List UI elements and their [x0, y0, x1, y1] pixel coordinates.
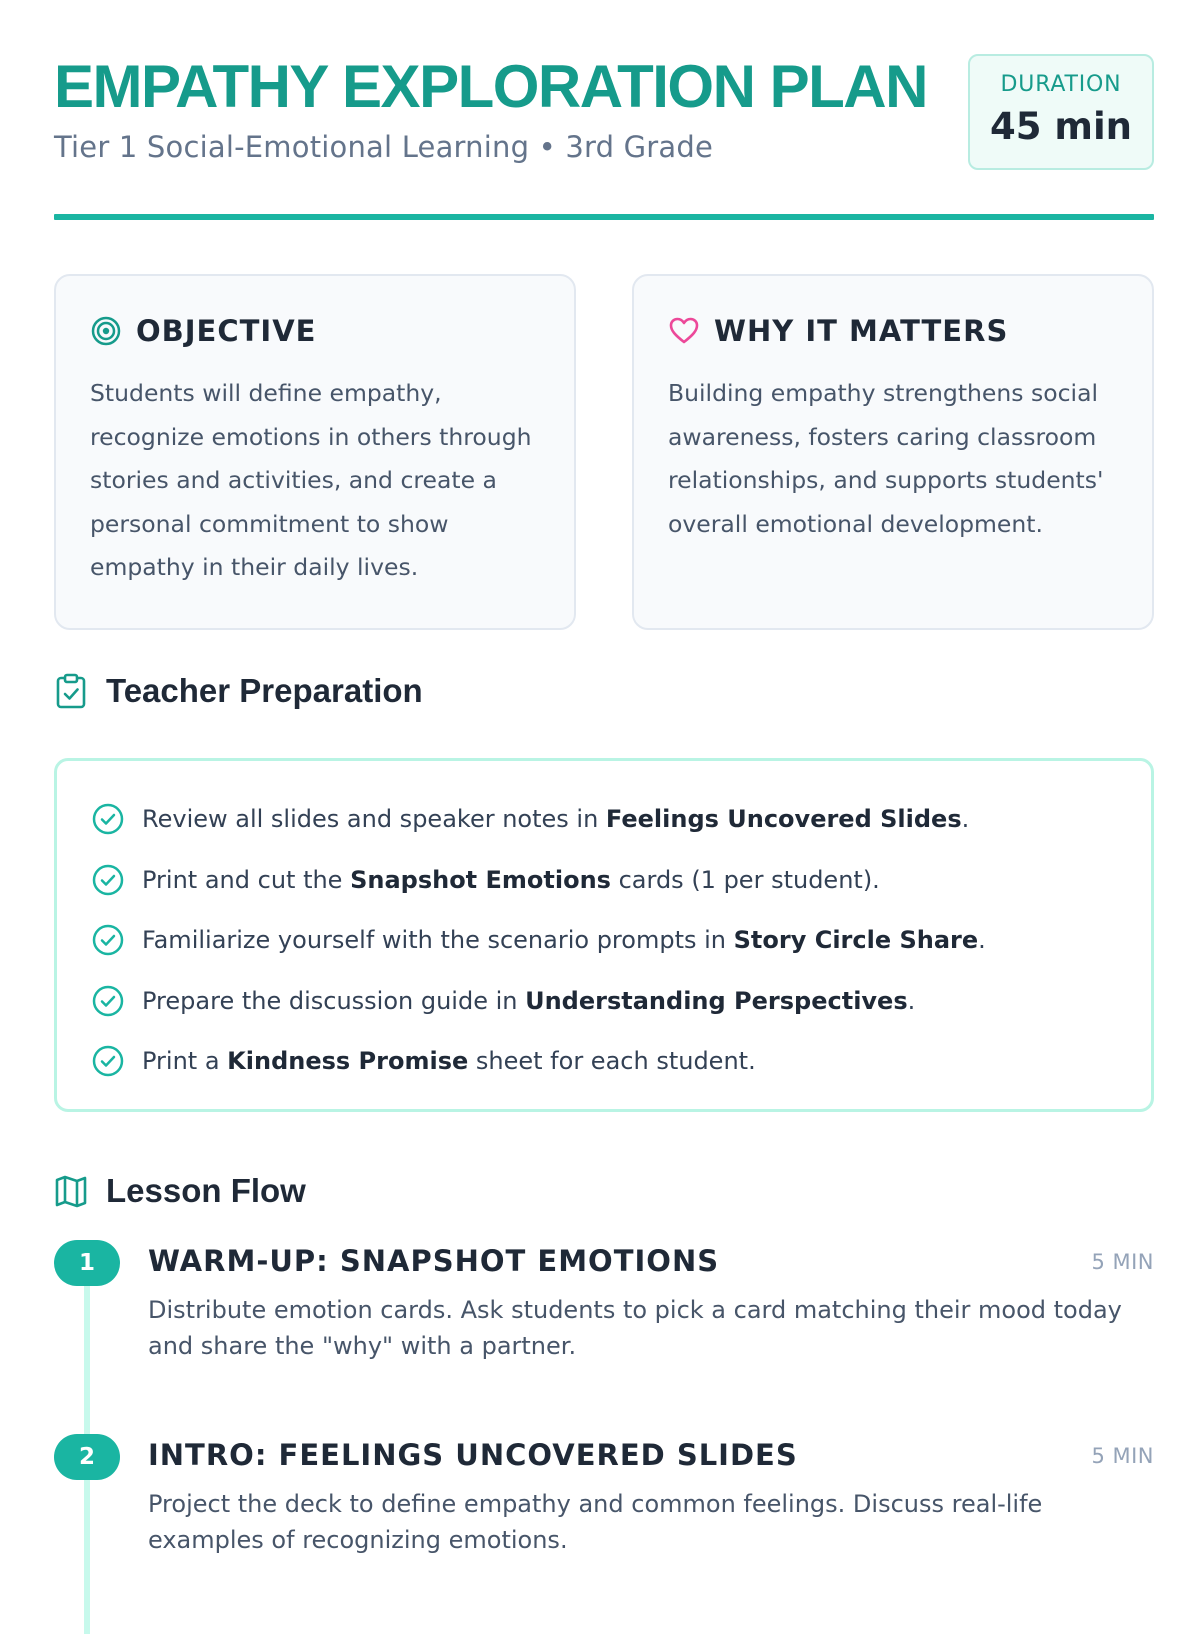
lesson-flow-title: Lesson Flow [106, 1172, 306, 1209]
prep-item-text: Review all slides and speaker notes in Feelings Uncovered Slides. [142, 805, 970, 834]
duration-value: 45 min [990, 105, 1132, 148]
page-subtitle: Tier 1 Social-Emotional Learning • 3rd Grade [54, 130, 714, 164]
prep-item [91, 971, 986, 1032]
prep-item-text: Familiarize yourself with the scenario prompts in Story Circle Share. [142, 926, 986, 955]
header-divider [54, 214, 1154, 220]
teacher-preparation-heading [54, 672, 423, 710]
why-title: WHY IT MATTERS [714, 314, 1009, 348]
step-duration: 5 MIN [1091, 1250, 1154, 1274]
clipboard-check-icon [54, 673, 88, 709]
prep-item-text: Print a Kindness Promise sheet for each student. [142, 1047, 756, 1076]
step-description: Distribute emotion cards. Ask students to pick a card matching their mood today and share the "why" with a partner. [148, 1296, 1122, 1360]
duration-label: DURATION [1000, 72, 1122, 97]
prep-item [91, 1031, 986, 1092]
step-number-badge: 1 [54, 1240, 120, 1286]
objective-title: OBJECTIVE [136, 314, 317, 348]
step-number-badge: 2 [54, 1434, 120, 1480]
step-title: INTRO: FEELINGS UNCOVERED SLIDES [148, 1438, 798, 1472]
step-description: Project the deck to define empathy and common feelings. Discuss real-life examples of recognizing emotions. [148, 1490, 1043, 1554]
step-title: WARM-UP: SNAPSHOT EMOTIONS [148, 1244, 720, 1278]
check-circle-icon [91, 802, 125, 836]
check-circle-icon [91, 1044, 125, 1078]
prep-item [91, 910, 986, 971]
heart-icon [668, 315, 700, 347]
preparation-checklist [54, 758, 1154, 1112]
preparation-list [91, 789, 986, 1092]
check-circle-icon [91, 923, 125, 957]
duration-badge [968, 54, 1154, 170]
timeline-connector [84, 1278, 90, 1440]
target-icon [90, 315, 122, 347]
objective-text: Students will define empathy, recognize emotions in others through stories and activities, and create a personal commitment to show empathy in their daily lives. [90, 379, 532, 581]
info-cards [54, 274, 1154, 630]
timeline-connector [84, 1472, 90, 1634]
step-duration: 5 MIN [1091, 1444, 1154, 1468]
check-circle-icon [91, 984, 125, 1018]
prep-item [91, 789, 986, 850]
objective-header [90, 314, 316, 348]
lesson-flow-heading [54, 1172, 306, 1210]
prep-item-text: Prepare the discussion guide in Understanding Perspectives. [142, 986, 916, 1015]
prep-item-text: Print and cut the Snapshot Emotions cards (1 per student). [142, 865, 880, 894]
teacher-preparation-title: Teacher Preparation [106, 672, 423, 709]
lesson-plan-page [54, 0, 1154, 1554]
check-circle-icon [91, 863, 125, 897]
why-text: Building empathy strengthens social awareness, fosters caring classroom relationships, and supports students' overall emotional development. [668, 379, 1104, 538]
prep-item [91, 850, 986, 911]
page-title: EMPATHY EXPLORATION PLAN [54, 53, 927, 120]
plan-header [54, 0, 1154, 222]
why-it-matters-card [632, 274, 1154, 630]
why-header [668, 314, 1008, 348]
objective-card [54, 274, 576, 630]
map-icon [54, 1173, 88, 1209]
